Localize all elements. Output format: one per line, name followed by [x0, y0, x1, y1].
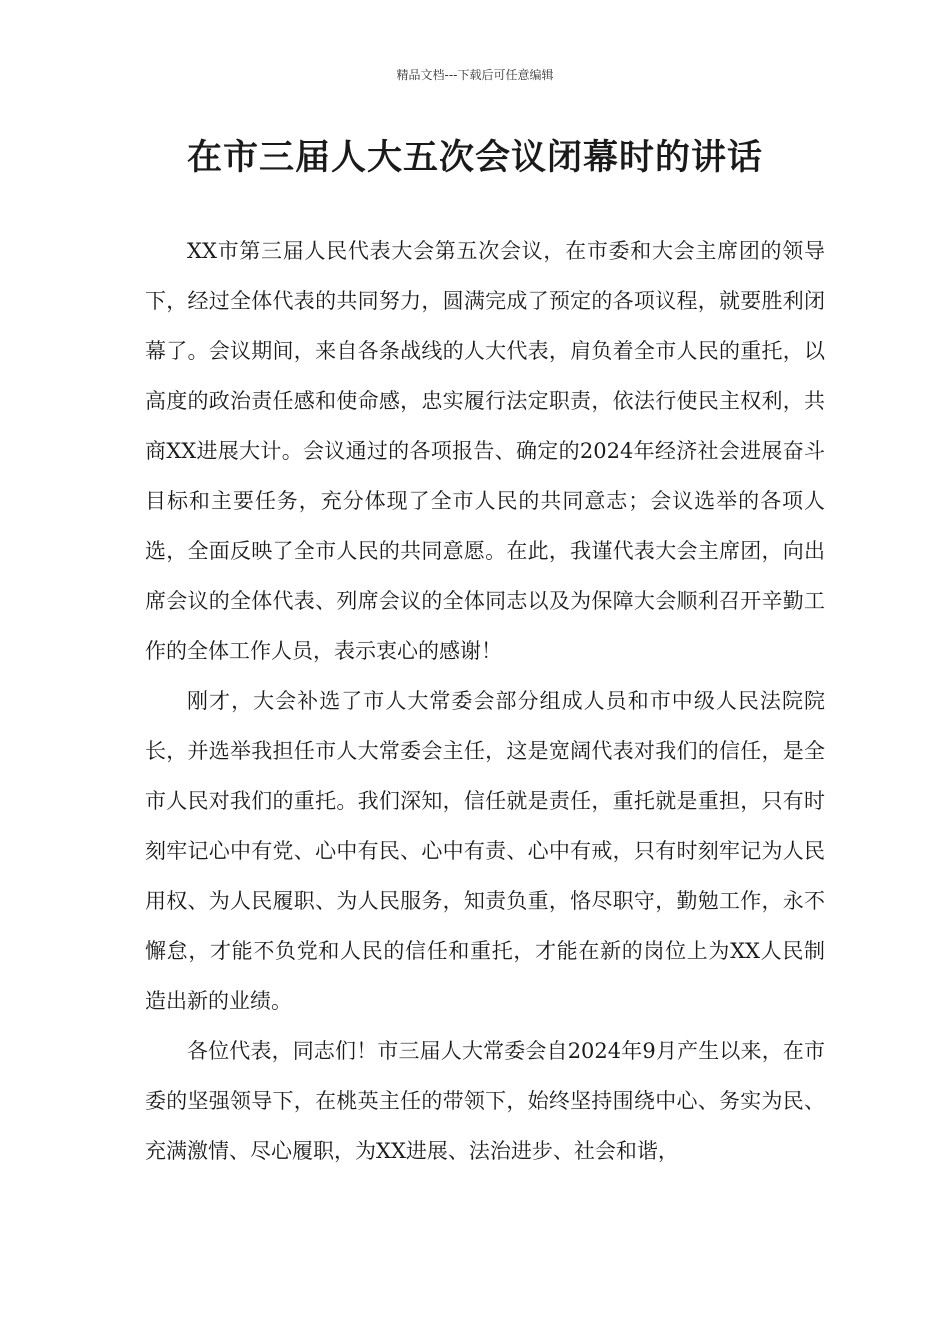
page-header: 精品文档---下载后可任意编辑: [396, 68, 554, 82]
document-body: [145, 226, 825, 1176]
document-title: 在市三届人大五次会议闭幕时的讲话: [186, 138, 763, 178]
paragraph-3: 各位代表，同志们！市三届人大常委会自2024年9月产生以来，在市委的坚强领导下，在桃英主任的带领下，始终坚持围绕中心、务实为民、充满激情、尽心履职，为XX进展、法治进步、社会和谐，: [145, 1039, 825, 1163]
paragraph-2: 刚才，大会补选了市人大常委会部分组成人员和市中级人民法院院长，并选举我担任市人大常委会主任，这是宽阔代表对我们的信任，是全市人民对我们的重托。我们深知，信任就是责任，重托就是重担，只有时刻牢记心中有党、心中有民、心中有责、心中有戒，只有时刻牢记为人民用权、为人民履职、为人民服务，知责负重，恪尽职守，勤勉工作，永不懈怠，才能不负党和人民的信任和重托，才能在新的岗位上为XX人民制造出新的业绩。: [145, 689, 825, 1013]
paragraph-1: XX市第三届人民代表大会第五次会议，在市委和大会主席团的领导下，经过全体代表的共同努力，圆满完成了预定的各项议程，就要胜利闭幕了。会议期间，来自各条战线的人大代表，肩负着全市人民的重托，以高度的政治责任感和使命感，忠实履行法定职责，依法行使民主权利，共商XX进展大计。会议通过的各项报告、确定的2024年经济社会进展奋斗目标和主要任务，充分体现了全市人民的共同意志；会议选举的各项人选，全面反映了全市人民的共同意愿。在此，我谨代表大会主席团，向出席会议的全体代表、列席会议的全体同志以及为保障大会顺利召开辛勤工作的全体工作人员，表示衷心的感谢！: [145, 239, 825, 663]
